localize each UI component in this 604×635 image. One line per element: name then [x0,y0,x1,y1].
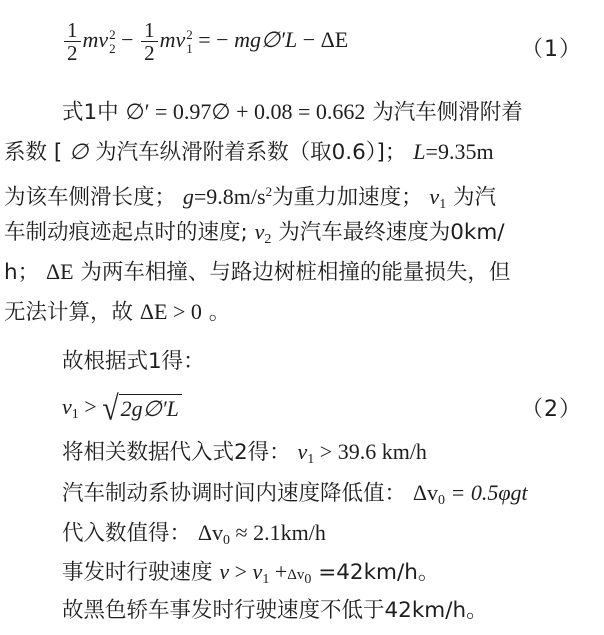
fraction-half-2: $\frac{1}{2}$ [141,20,158,64]
para1-line5: h； ΔE 为两车相撞、与路边树桩相撞的能量损失，但 [4,259,511,285]
para1-line6: 无法计算，故 ΔE > 0 。 [4,299,231,325]
para2-conclusion: 故黑色轿车事发时行驶速度不低于42km/h。 [62,598,488,623]
sqrt-radical: √ 2g∅′L [102,394,182,424]
fraction-half-1: $\frac{1}{2}$ [64,20,81,64]
equation-2: $v_1$ > √ 2g∅′L [62,392,182,430]
para1-line3: 为该车侧滑长度； $g=9.8m/s^2$为重力加速度； $v_1$ 为汽 [4,184,497,212]
para2-substitution: 将相关数据代入式2得： $v_1 > 39.6$ km/h [62,439,427,467]
para2-speed: 事发时行驶速度 $v > v_1 +\Delta v_0 =42km/h$。 [62,559,440,587]
para2-substitution-2: 代入数值得： $\Delta v_0 \approx 2.1km/h$ [62,520,326,548]
para2-intro: 故根据式1得： [62,349,205,374]
para2-coordination: 汽车制动系协调时间内速度降低值： $\Delta v_0 = 0.5\varphi gt$ [62,480,528,508]
para1-line2: 系数 [ ∅ 为汽车纵滑附着系数（取0.6）]； L=9.35m [4,139,494,165]
para1-line4: 车制动痕迹起点时的速度; $v_2$ 为汽车最终速度为0km/ [4,219,505,247]
equation-2-number: （2） [521,397,582,422]
equation-1-number: （1） [521,37,582,62]
para1-line1: 式1中 ∅′ = 0.97∅ + 0.08 = 0.662 为汽车侧滑附着 [62,99,523,125]
equation-1: $\frac{1}{2}$ mv 2 2 − $\frac{1}{2}$ mv 2 1 = − mg∅′L − ΔE [62,20,348,64]
